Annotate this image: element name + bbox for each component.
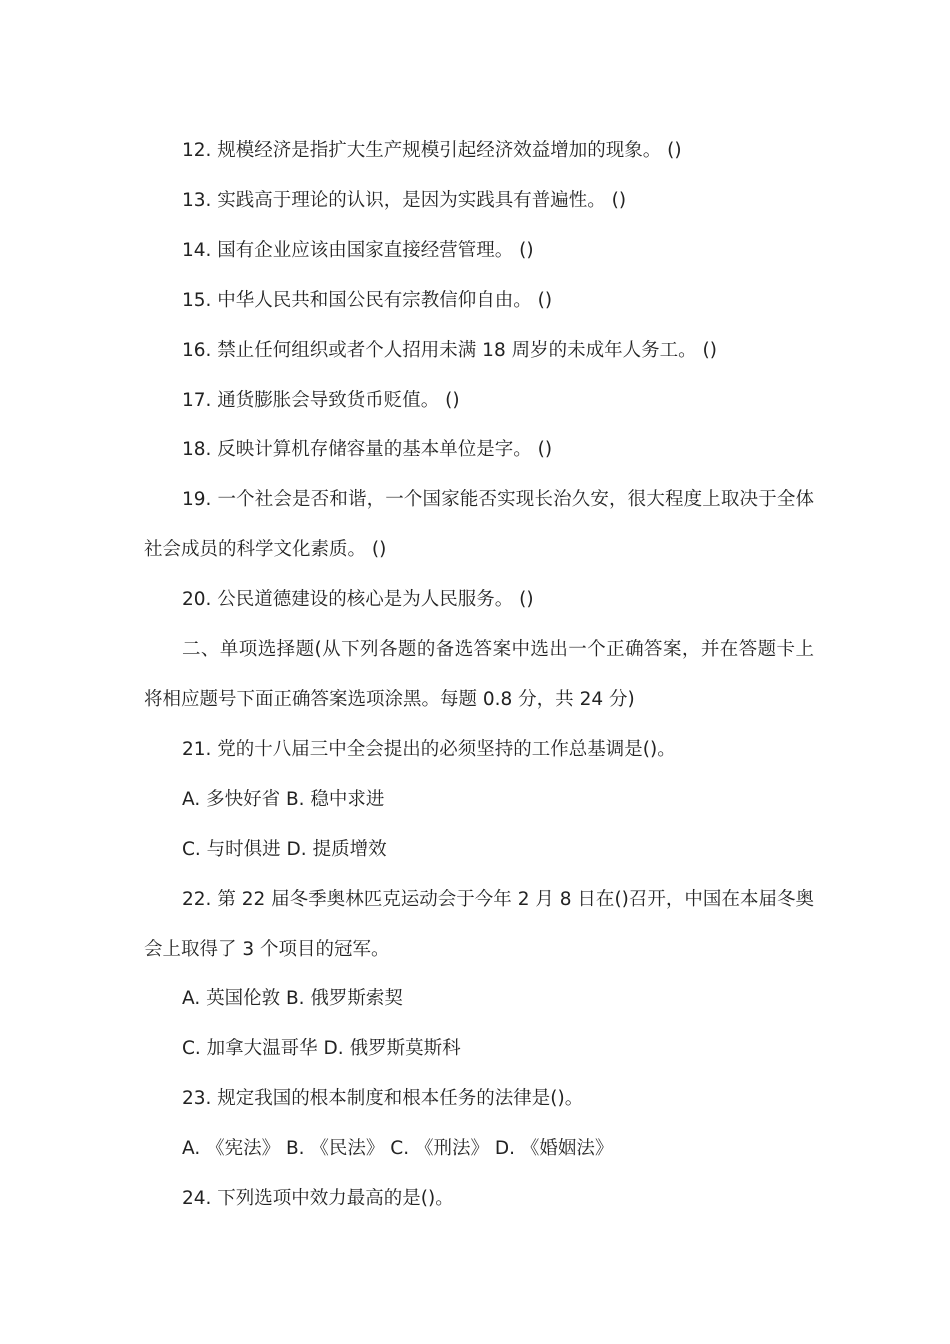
question-12: 12. 规模经济是指扩大生产规模引起经济效益增加的现象。 () (182, 140, 682, 161)
question-22-options-cd: C. 加拿大温哥华 D. 俄罗斯莫斯科 (182, 1038, 461, 1060)
question-15: 15. 中华人民共和国公民有宗教信仰自由。 () (182, 289, 553, 311)
question-18: 18. 反映计算机存储容量的基本单位是字。 () (182, 439, 553, 461)
question-24: 24. 下列选项中效力最高的是()。 (182, 1188, 454, 1210)
question-23-options: A. 《宪法》 B. 《民法》 C. 《刑法》 D. 《婚姻法》 (182, 1138, 614, 1160)
section-heading-single-choice: 二、单项选择题(从下列各题的备选答案中选出一个正确答案，并在答题卡上将相应题号下面正确答案选项涂黑。每题 0.8 分，共 24 分) (144, 639, 814, 710)
question-16: 16. 禁止任何组织或者个人招用未满 18 周岁的未成年人务工。 () (182, 339, 717, 361)
question-23: 23. 规定我国的根本制度和根本任务的法律是()。 (182, 1088, 584, 1110)
question-13: 13. 实践高于理论的认识，是因为实践具有普遍性。 () (182, 189, 627, 211)
question-21: 21. 党的十八届三中全会提出的必须坚持的工作总基调是()。 (182, 738, 676, 760)
question-21-options-ab: A. 多快好省 B. 稳中求进 (182, 788, 385, 810)
question-22: 22. 第 22 届冬季奥林匹克运动会于今年 2 月 8 日在()召开，中国在本届冬奥会上取得了 3 个项目的冠军。 (144, 888, 814, 960)
document-body (144, 126, 814, 1224)
question-19: 19. 一个社会是否和谐，一个国家能否实现长治久安，很大程度上取决于全体社会成员的科学文化素质。 () (144, 489, 814, 561)
question-21-options-cd: C. 与时俱进 D. 提质增效 (182, 838, 387, 860)
question-17: 17. 通货膨胀会导致货币贬值。 () (182, 389, 460, 411)
question-14: 14. 国有企业应该由国家直接经营管理。 () (182, 239, 534, 261)
question-20: 20. 公民道德建设的核心是为人民服务。 () (182, 589, 534, 611)
question-22-options-ab: A. 英国伦敦 B. 俄罗斯索契 (182, 988, 403, 1010)
